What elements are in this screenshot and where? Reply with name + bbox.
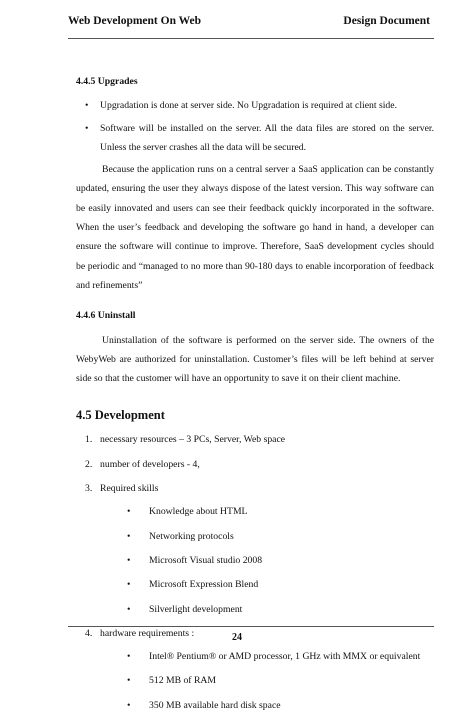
upgrades-paragraph: Because the application runs on a central server a SaaS application can be constantly updated, ensuring the user they always dispose of the latest version. This way software can be easily innovated and users can see their feedback quickly incorporated in the software. When the user’s feedback and developing the software go hand in hand, a developer can ensure the software will continue to improve. Therefore, SaaS development cycles should be periodic and “managed to no more than 90-180 days to enable incorporation of feedback and refinements” [76, 164, 434, 291]
bullet-dot-icon: • [127, 651, 131, 663]
bullet-dot-icon: • [127, 530, 131, 542]
sub-item [124, 551, 434, 570]
sub-text: 512 MB of RAM [149, 675, 217, 687]
header-rule [68, 38, 434, 39]
sub-item [124, 696, 434, 715]
list-item [76, 430, 434, 449]
bullet-dot-icon: • [127, 579, 131, 591]
upgrades-bullet-list [76, 96, 434, 157]
header-title: Web Development On Web [68, 15, 202, 27]
sub-item [124, 575, 434, 594]
list-number: 2. [85, 458, 93, 470]
sub-text: Silverlight development [149, 603, 243, 615]
heading-upgrades: 4.4.5 Upgrades [76, 76, 138, 87]
header-doc-type: Design Document [343, 15, 430, 27]
page-header [68, 15, 430, 27]
uninstall-paragraph: Uninstallation of the software is performed on the server side. The owners of the WebyWeb are authorized for uninstallation. Customer’s files will be left behind at server side so that the customer will have an opportunity to save it on their client machine. [76, 334, 434, 385]
development-list [76, 430, 434, 715]
list-text: necessary resources – 3 PCs, Server, Web space [100, 434, 286, 446]
bullet-text: Software will be installed on the server. All the data files are stored on the server. Unless the server crashes all the data will be secured. [100, 122, 434, 153]
list-number: 1. [85, 434, 93, 446]
sub-item [124, 647, 434, 666]
sub-text: 350 MB available hard disk space [149, 699, 281, 711]
sub-text: Microsoft Visual studio 2008 [149, 554, 263, 566]
bullet-dot-icon: • [85, 100, 89, 112]
list-number: 3. [85, 483, 93, 495]
sub-text: Intel® Pentium® or AMD processor, 1 GHz with MMX or equivalent [149, 651, 421, 663]
list-item [76, 455, 434, 474]
sub-item [124, 527, 434, 546]
sub-text: Knowledge about HTML [149, 506, 248, 518]
bullet-dot-icon: • [127, 675, 131, 687]
page-content [76, 72, 434, 720]
sub-text: Microsoft Expression Blend [149, 579, 259, 591]
bullet-text: Upgradation is done at server side. No Upgradation is required at client side. [100, 100, 397, 112]
sub-text: Networking protocols [149, 530, 234, 542]
heading-uninstall: 4.4.6 Uninstall [76, 310, 136, 322]
bullet-dot-icon: • [127, 506, 131, 518]
bullet-dot-icon: • [85, 122, 89, 134]
sub-item [124, 671, 434, 690]
bullet-dot-icon: • [127, 554, 131, 566]
sub-item [124, 502, 434, 521]
sub-item [124, 600, 434, 619]
list-text: Required skills [100, 483, 159, 495]
list-item [76, 479, 434, 619]
bullet-dot-icon: • [127, 603, 131, 615]
bullet-item [76, 119, 434, 158]
page-number: 24 [232, 632, 242, 643]
hardware-sublist [100, 647, 434, 715]
bullet-item [76, 96, 434, 115]
list-number: 4. [85, 627, 93, 639]
list-text: hardware requirements : [100, 627, 195, 639]
bullet-dot-icon: • [127, 699, 131, 711]
skills-sublist [100, 502, 434, 618]
footer-rule [68, 626, 434, 627]
heading-development: 4.5 Development [76, 408, 165, 423]
list-text: number of developers - 4, [100, 458, 200, 470]
